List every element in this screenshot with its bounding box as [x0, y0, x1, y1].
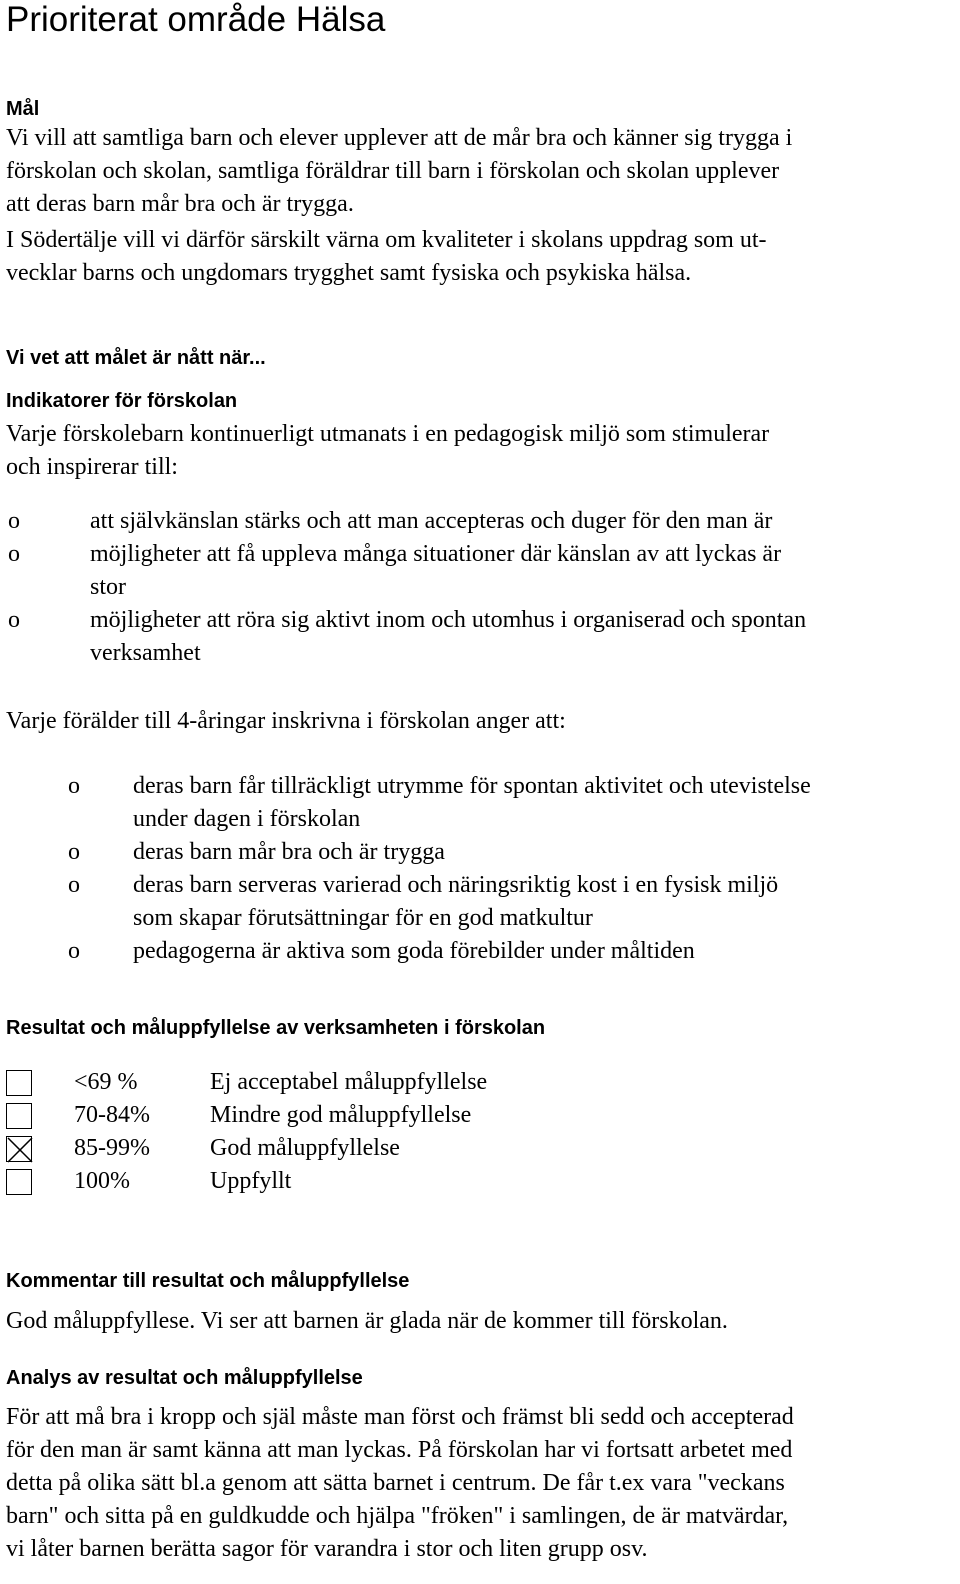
comment-text: God måluppfyllese. Vi ser att barnen är glada när de kommer till förskolan.	[6, 1308, 728, 1334]
checkbox-uppfyllt[interactable]	[6, 1169, 32, 1195]
bullet-text: deras barn får tillräckligt utrymme för spontan aktivitet och utevistelse	[133, 773, 811, 799]
checkbox-mindre-god[interactable]	[6, 1103, 32, 1129]
bullet-text: deras barn mår bra och är trygga	[133, 839, 445, 865]
bullet-text: deras barn serveras varierad och näringsriktig kost i en fysisk miljö	[133, 872, 779, 898]
analysis-line: barn" och sitta på en guldkudde och hjälpa "fröken" i samlingen, de är matvärdar,	[6, 1503, 789, 1529]
goal-line: vecklar barns och ungdomars trygghet samt fysiska och psykiska hälsa.	[6, 260, 692, 286]
analysis-line: för den man är samt känna att man lyckas. På förskolan har vi fortsatt arbetet med	[6, 1437, 793, 1463]
bullet-marker: o	[68, 938, 80, 964]
bullet-marker: o	[68, 773, 80, 799]
checkbox-ej-acceptabel[interactable]	[6, 1070, 32, 1096]
bullet-text: stor	[90, 574, 126, 600]
rating-row	[6, 1132, 706, 1165]
checkbox-god[interactable]	[6, 1136, 32, 1162]
comment-heading: Kommentar till resultat och måluppfyllelse	[6, 1270, 410, 1292]
analysis-heading: Analys av resultat och måluppfyllelse	[6, 1367, 363, 1389]
analysis-line: För att må bra i kropp och själ måste man först och främst bli sedd och accepterad	[6, 1404, 794, 1430]
children-intro-line: Varje förskolebarn kontinuerligt utmanats i en pedagogisk miljö som stimulerar	[6, 421, 770, 447]
indicators-heading: Indikatorer för förskolan	[6, 390, 238, 412]
list-item	[6, 770, 811, 836]
rating-label: Uppfyllt	[210, 1168, 292, 1194]
rating-range: 70-84%	[74, 1102, 150, 1128]
bullet-marker: o	[68, 839, 80, 865]
rating-row	[6, 1099, 706, 1132]
bullet-text: pedagogerna är aktiva som goda förebilder under måltiden	[133, 938, 695, 964]
analysis-line: detta på olika sätt bl.a genom att sätta barnet i centrum. De får t.ex vara "veckans	[6, 1470, 785, 1496]
goal-line: förskolan och skolan, samtliga föräldrar till barn i förskolan och skolan upplever	[6, 158, 780, 184]
bullet-text: möjligheter att få uppleva många situationer där känslan av att lyckas är	[90, 541, 782, 567]
list-item	[6, 538, 806, 604]
checked-x-icon	[7, 1137, 33, 1163]
achieved-heading: Vi vet att målet är nått när...	[6, 347, 266, 369]
bullet-marker: o	[68, 872, 80, 898]
page-title: Prioriterat område Hälsa	[6, 0, 386, 39]
rating-range: 85-99%	[74, 1135, 150, 1161]
bullet-text: som skapar förutsättningar för en god matkultur	[133, 905, 593, 931]
rating-range: 100%	[74, 1168, 130, 1194]
results-heading: Resultat och måluppfyllelse av verksamheten i förskolan	[6, 1017, 546, 1039]
bullet-marker: o	[8, 607, 20, 633]
list-item	[6, 604, 806, 670]
parents-intro: Varje förälder till 4-åringar inskrivna i förskolan anger att:	[6, 708, 566, 734]
bullet-text: att självkänslan stärks och att man accepteras och duger för den man är	[90, 508, 773, 534]
rating-range: <69 %	[74, 1069, 138, 1095]
list-item	[6, 836, 811, 869]
goal-heading: Mål	[6, 98, 40, 120]
goal-line: att deras barn mår bra och är trygga.	[6, 191, 354, 217]
bullet-text: möjligheter att röra sig aktivt inom och utomhus i organiserad och spontan	[90, 607, 807, 633]
parents-bullet-list	[6, 770, 811, 968]
rating-label: Ej acceptabel måluppfyllelse	[210, 1069, 488, 1095]
rating-label: God måluppfyllelse	[210, 1135, 400, 1161]
bullet-text: under dagen i förskolan	[133, 806, 361, 832]
analysis-line: vi låter barnen berätta sagor för varandra i stor och liten grupp osv.	[6, 1536, 648, 1562]
rating-row	[6, 1066, 706, 1099]
bullet-marker: o	[8, 508, 20, 534]
rating-label: Mindre god måluppfyllelse	[210, 1102, 472, 1128]
children-bullet-list	[6, 505, 806, 670]
list-item	[6, 869, 811, 935]
list-item	[6, 505, 806, 538]
children-intro-line: och inspirerar till:	[6, 454, 178, 480]
goal-line: Vi vill att samtliga barn och elever upplever att de mår bra och känner sig trygga i	[6, 125, 793, 151]
bullet-text: verksamhet	[90, 640, 201, 666]
bullet-marker: o	[8, 541, 20, 567]
rating-row	[6, 1165, 706, 1198]
list-item	[6, 935, 811, 968]
goal-line: I Södertälje vill vi därför särskilt värna om kvaliteter i skolans uppdrag som ut-	[6, 227, 767, 253]
